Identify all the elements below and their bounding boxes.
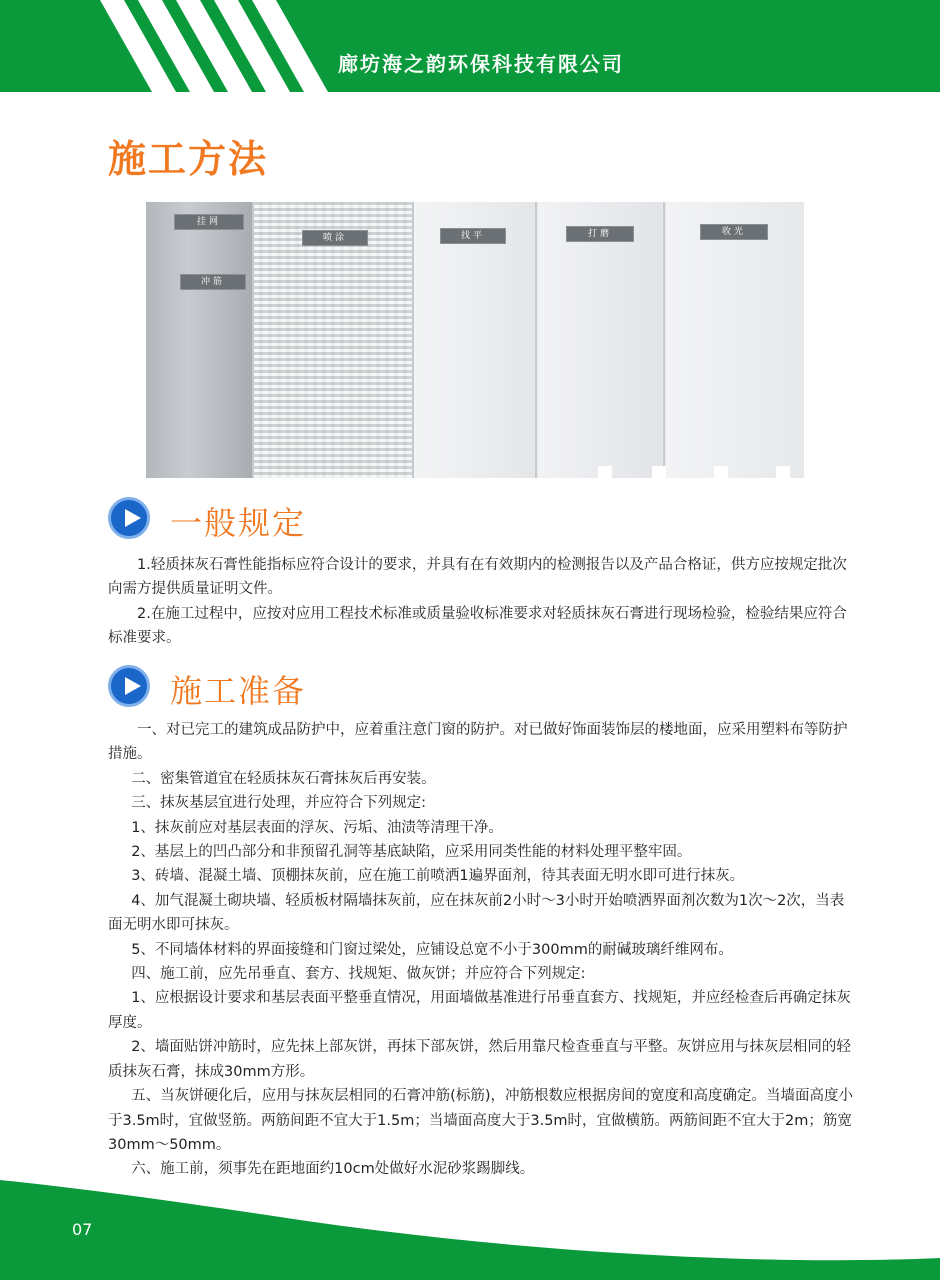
- photo-seam: [252, 202, 254, 478]
- photo-tag-sand: 打磨: [566, 226, 634, 242]
- header-stripes: [0, 0, 330, 92]
- section-body-preparation: [108, 718, 858, 1182]
- paragraph: 一、对已完工的建筑成品防护中，应着重注意门窗的防护。对已做好饰面装饰层的楼地面，应采用塑料布等防护措施。: [108, 722, 848, 763]
- play-icon: [108, 665, 150, 707]
- paragraph: 三、抹灰基层宜进行处理，并应符合下列规定:: [131, 795, 427, 812]
- photo-base-notch: [598, 466, 612, 478]
- play-icon: [108, 497, 150, 539]
- paragraph: 2、墙面贴饼冲筋时，应先抹上部灰饼，再抹下部灰饼，然后用靠尺检查垂直与平整。灰饼应用与抹灰层相同的轻质抹灰石膏，抹成30mm方形。: [108, 1039, 851, 1080]
- photo-base-notch: [776, 466, 790, 478]
- paragraph: 1、应根据设计要求和基层表面平整垂直情况，用面墙做基准进行吊垂直套方、找规矩，并应经检查后再确定抹灰厚度。: [108, 990, 851, 1031]
- section-body-general: [108, 553, 858, 651]
- paragraph: 3、砖墙、混凝土墙、顶棚抹灰前，应在施工前喷洒1遍界面剂，待其表面无明水即可进行抹灰。: [131, 868, 745, 885]
- paragraph: 1.轻质抹灰石膏性能指标应符合设计的要求，并具有在有效期内的检测报告以及产品合格证，供方应按规定批次向需方提供质量证明文件。: [108, 557, 847, 598]
- paragraph: 2、基层上的凹凸部分和非预留孔洞等基底缺陷，应采用同类性能的材料处理平整牢固。: [131, 844, 692, 861]
- paragraph: 六、施工前，须事先在距地面约10cm处做好水泥砂浆踢脚线。: [131, 1161, 535, 1178]
- photo-base-notch: [714, 466, 728, 478]
- paragraph: 2.在施工过程中，应按对应用工程技术标准或质量验收标准要求对轻质抹灰石膏进行现场检验，检验结果应符合标准要求。: [108, 605, 847, 647]
- photo-panel-mesh: [146, 202, 252, 478]
- paragraph: 5、不同墙体材料的界面接缝和门窗过梁处，应铺设总宽不小于300mm的耐碱玻璃纤维网布。: [131, 941, 733, 958]
- photo-seam: [412, 202, 414, 478]
- section-title-general: 一般规定: [170, 504, 307, 542]
- paragraph: 4、加气混凝土砌块墙、轻质板材隔墙抹灰前，应在抹灰前2小时～3小时开始喷洒界面剂次数为1次～2次，当表面无明水即可抹灰。: [108, 892, 845, 934]
- paragraph: 1、抹灰前应对基层表面的浮灰、污垢、油渍等清理干净。: [131, 819, 503, 836]
- footer-wave: [0, 1180, 940, 1280]
- photo-seam: [535, 202, 537, 478]
- photo-tag-level: 找平: [440, 228, 506, 244]
- page-title: 施工方法: [108, 137, 269, 181]
- photo-seam: [663, 202, 665, 478]
- company-name: 廊坊海之韵环保科技有限公司: [338, 52, 624, 76]
- paragraph: 四、施工前，应先吊垂直、套方、找规矩、做灰饼；并应符合下列规定:: [131, 966, 586, 983]
- paragraph: 五、当灰饼硬化后，应用与抹灰层相同的石膏冲筋(标筋)，冲筋根数应根据房间的宽度和高度确定。当墙面高度小于3.5m时，宜做竖筋。两筋间距不宜大于1.5m；当墙面高度大于3.5m时，宜做横筋。两筋间距不宜大于2m；筋宽30mm～50mm。: [108, 1088, 853, 1153]
- photo-tag-screed: 冲筋: [180, 274, 246, 290]
- paragraph: 二、密集管道宜在轻质抹灰石膏抹灰后再安装。: [131, 770, 436, 787]
- page-number: 07: [72, 1220, 93, 1239]
- photo-tag-spray: 喷涂: [302, 230, 368, 246]
- construction-process-photo: [146, 202, 804, 478]
- photo-base-notch: [652, 466, 666, 478]
- photo-panel-finish: [666, 202, 804, 478]
- header-band: [0, 0, 940, 92]
- section-title-preparation: 施工准备: [170, 672, 307, 710]
- photo-panel-sand: [538, 202, 662, 478]
- photo-tag-mesh: 挂网: [174, 214, 244, 230]
- photo-tag-finish: 收光: [700, 224, 768, 240]
